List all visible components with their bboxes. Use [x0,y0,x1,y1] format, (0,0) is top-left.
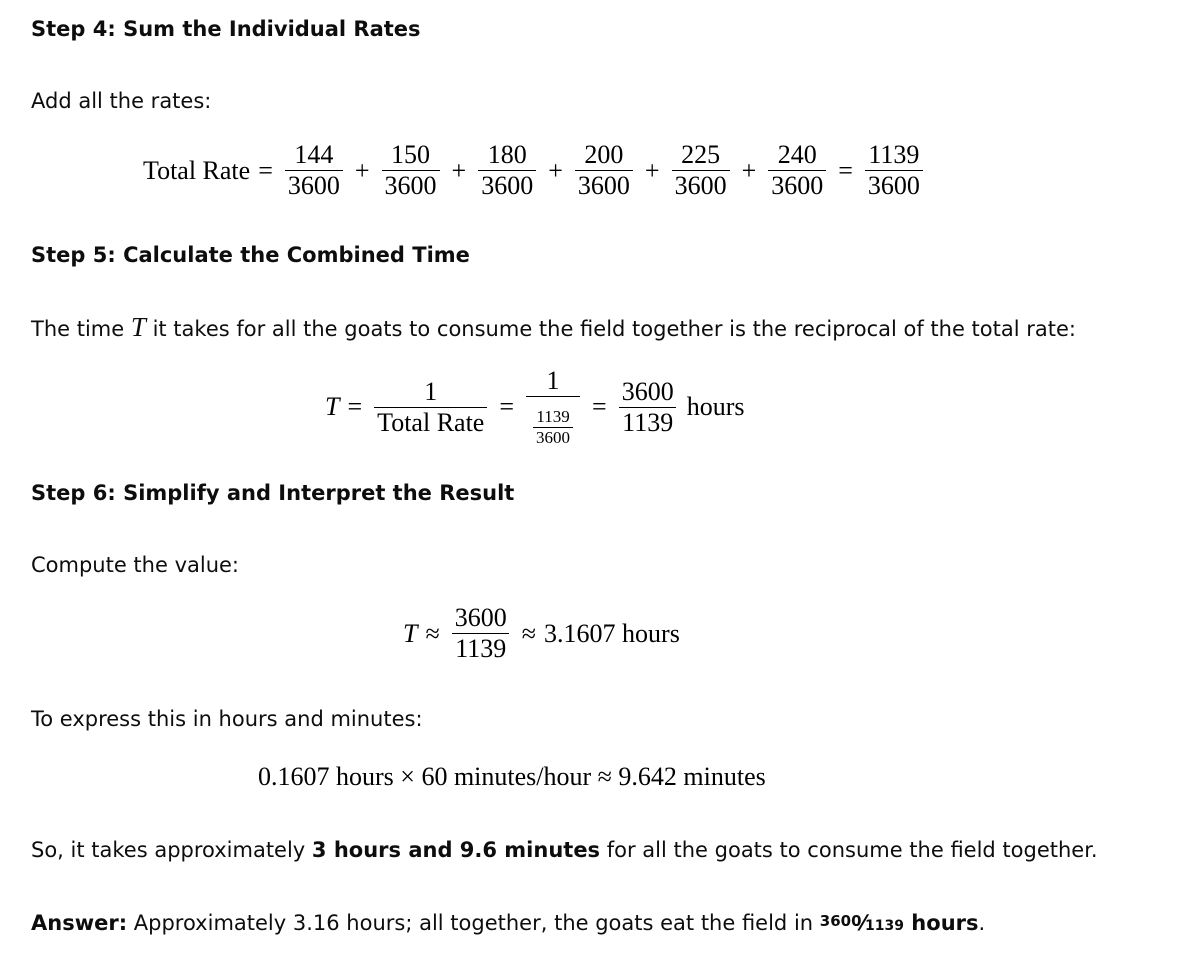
complex-fraction: $\frac{1}{\frac{1139}{3600}}$ [526,366,580,448]
reciprocal-fraction: $\frac{1}{\text{Total Rate}}$ [374,377,487,438]
rate-fraction: $\frac{200}{3600}$ [575,140,633,201]
answer-fraction: 3600⁄1139 [819,911,904,935]
plus-sign: + [741,155,757,185]
step6-heading: Step 6: Simplify and Interpret the Result [31,481,515,505]
rate-fraction: $\frac{150}{3600}$ [382,140,440,201]
conversion-intro: To express this in hours and minutes: [31,707,423,731]
equals-sign: = [592,392,607,421]
inner-fraction: $\frac{1139}{3600}$ [533,407,573,448]
rate-fraction: $\frac{180}{3600}$ [478,140,536,201]
plus-sign: + [644,155,660,185]
equals-sign: = [838,155,853,185]
computed-value: 3.1607 hours [544,618,680,648]
step5-equation [325,366,744,448]
approx-sign: ≈ [425,618,440,648]
step4-intro: Add all the rates: [31,89,212,113]
step4-equation [143,140,927,201]
summary-text: So, it takes approximately 3 hours and 9.6 minutes for all the goats to consume the field together. [31,838,1098,862]
approx-sign: ≈ [521,618,537,648]
step6-intro: Compute the value: [31,553,240,577]
plus-sign: + [451,155,467,185]
answer-label: Answer: [31,911,128,935]
rate-fraction: $\frac{225}{3600}$ [672,140,730,201]
total-rate-fraction: $\frac{1139}{3600}$ [865,140,923,201]
step5-text: The time T it takes for all the goats to consume the field together is the reciprocal of the total rate: [31,312,1076,342]
variable-t: T [325,392,340,421]
variable-t: T [130,312,146,342]
time-fraction: $\frac{3600}{1139}$ [452,603,510,664]
equals-sign: = [258,155,273,185]
time-fraction: $\frac{3600}{1139}$ [619,377,677,438]
variable-t: T [403,618,418,648]
step6-equation [403,603,680,664]
conversion-equation: 0.1607 hours × 60 minutes/hour ≈ 9.642 minutes [258,762,766,791]
step5-heading: Step 5: Calculate the Combined Time [31,243,470,267]
hours-unit: hours [686,392,745,421]
rate-fraction: $\frac{144}{3600}$ [285,140,343,201]
summary-bold-result: 3 hours and 9.6 minutes [311,838,601,862]
plus-sign: + [548,155,563,185]
equals-sign: = [347,392,363,421]
plus-sign: + [354,155,370,185]
total-rate-label: Total Rate [143,155,251,185]
equals-sign: = [499,392,515,421]
answer-text: Answer: Approximately 3.16 hours; all together, the goats eat the field in 3600⁄1139 hours. [31,911,986,935]
rate-fraction: $\frac{240}{3600}$ [768,140,826,201]
step4-heading: Step 4: Sum the Individual Rates [31,17,421,41]
